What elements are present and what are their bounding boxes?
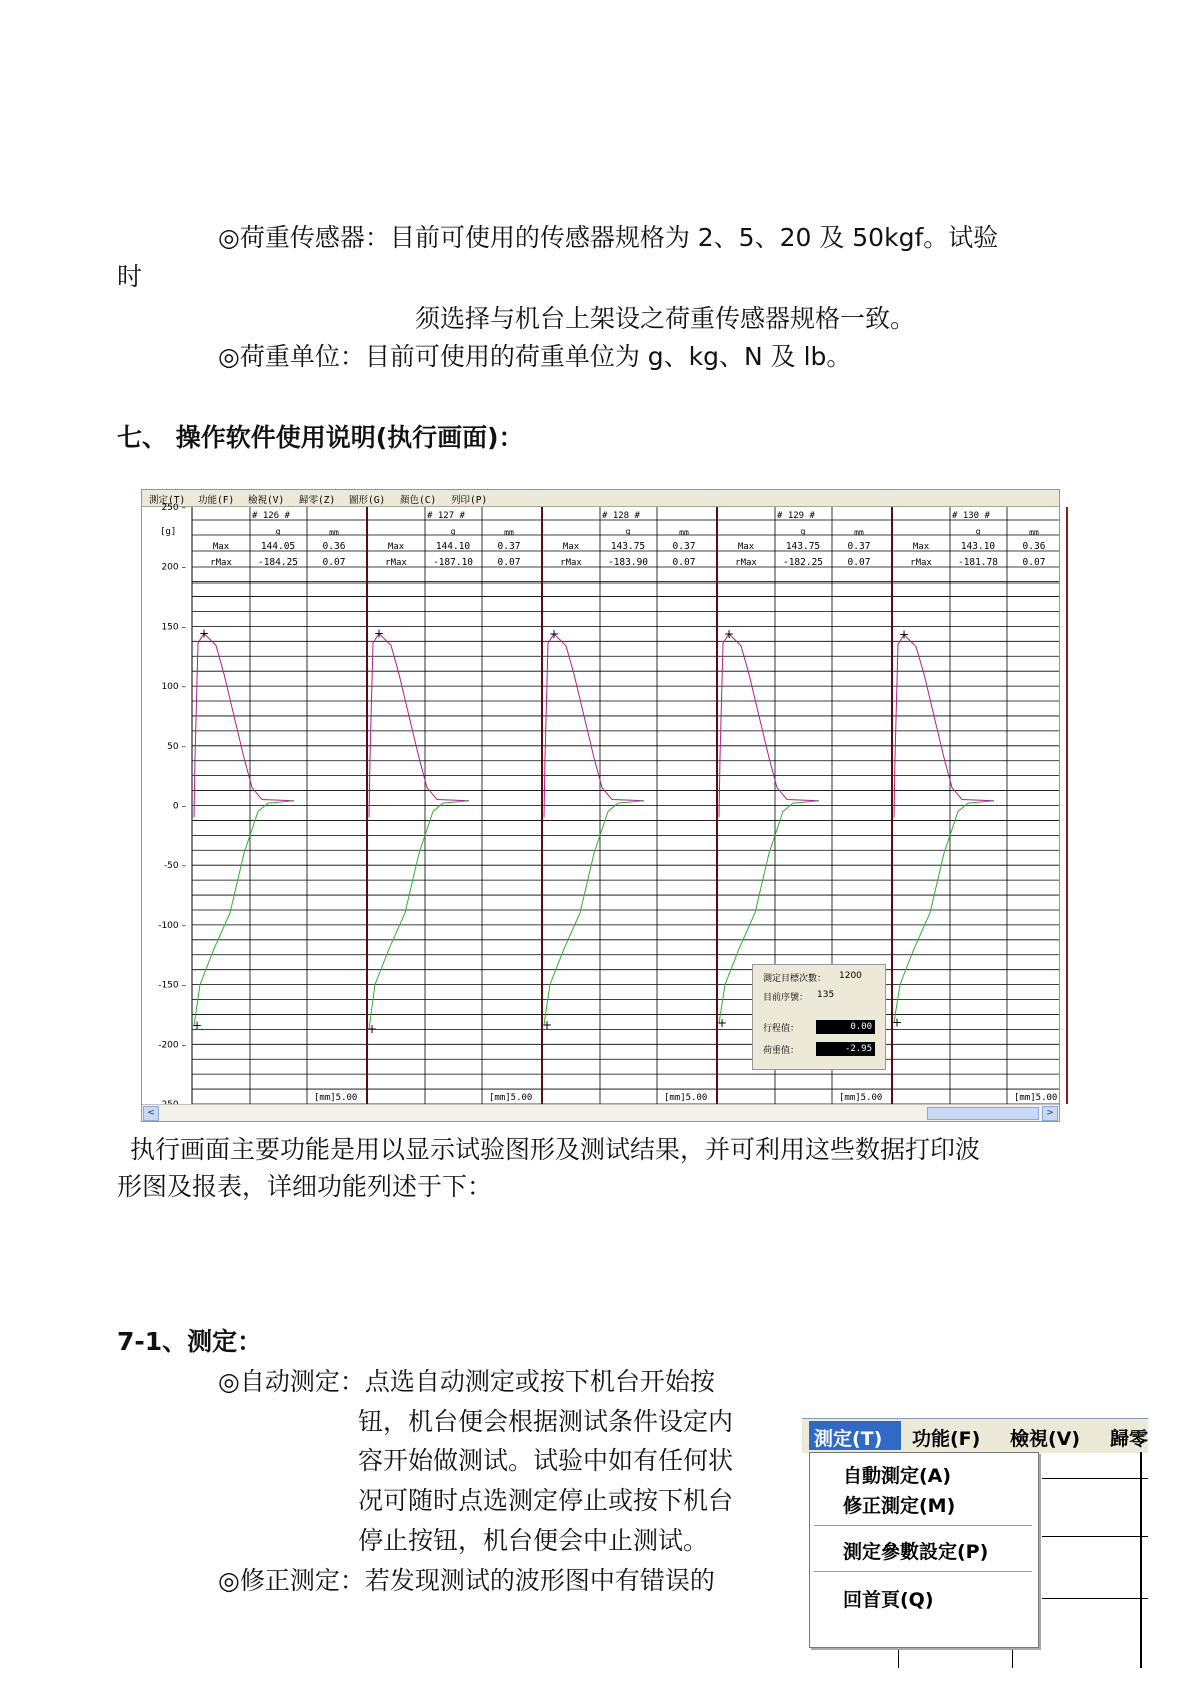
app-menubar: [142, 490, 1059, 507]
menu-item-auto-measure[interactable]: 自動測定(A): [843, 1465, 952, 1487]
section-7-title: 七、 操作软件使用说明(执行画面)：: [117, 423, 524, 452]
rmax-marker: +: [892, 1015, 903, 1030]
execution-screen: [141, 489, 1060, 1122]
rmax-mm-value: 0.07: [847, 557, 871, 568]
menu-crop-view[interactable]: 檢視(V): [1010, 1428, 1081, 1450]
row-rmax-label: rMax: [910, 558, 932, 568]
push-curve: [894, 635, 994, 818]
row-max-label: Max: [387, 542, 405, 552]
x-axis-label: [mm]5.00: [839, 1093, 883, 1103]
stroke-value: 0.00: [816, 1020, 875, 1034]
auto-measure-line1: ◎自动测定：点选自动测定或按下机台开始按: [218, 1367, 715, 1396]
grid-line: [898, 1646, 899, 1668]
rmax-g-value: -187.10: [432, 557, 474, 568]
menu-zero[interactable]: 歸零(Z): [299, 495, 336, 506]
row-rmax-label: rMax: [560, 558, 582, 568]
menu-graph[interactable]: 圖形(G): [349, 495, 386, 506]
panel-id: # 127 #: [427, 511, 465, 521]
status-panel: [752, 964, 886, 1070]
rmax-mm-value: 0.07: [672, 557, 696, 568]
panel-id: # 129 #: [777, 511, 815, 521]
max-g-value: 143.10: [960, 541, 996, 552]
panel-id: # 126 #: [252, 511, 290, 521]
y-tick-label: -150 –: [158, 980, 186, 991]
rmax-marker: +: [192, 1018, 203, 1033]
rmax-marker: +: [542, 1018, 553, 1033]
x-axis-label: [mm]5.00: [664, 1093, 708, 1103]
x-axis-label: [mm]5.00: [314, 1093, 358, 1103]
section-7-1-title: 7-1、测定：: [117, 1327, 263, 1356]
scroll-left-button[interactable]: <: [143, 1106, 159, 1121]
waveform-plot: [142, 503, 1059, 1104]
unit-spec-line: ◎荷重单位：目前可使用的荷重单位为 g、kg、N 及 lb。: [218, 342, 852, 371]
rmax-g-value: -181.78: [957, 557, 999, 568]
rmax-marker: +: [717, 1016, 728, 1031]
rmax-mm-value: 0.07: [497, 557, 521, 568]
col-unit-g: g: [625, 527, 631, 536]
max-marker: +: [549, 626, 560, 641]
sensor-spec-line2: 时: [117, 262, 143, 291]
horizontal-scrollbar[interactable]: [142, 1104, 1059, 1121]
max-g-value: 143.75: [785, 541, 821, 552]
max-g-value: 144.05: [260, 541, 296, 552]
load-label: 荷重值：: [763, 1046, 800, 1056]
push-curve: [369, 633, 469, 817]
menu-crop-zero[interactable]: 歸零: [1110, 1428, 1149, 1450]
y-tick-label: 0 –: [172, 801, 186, 812]
row-max-label: Max: [737, 542, 755, 552]
push-curve: [194, 634, 294, 818]
menu-crop-function[interactable]: 功能(F): [912, 1428, 981, 1450]
menu-function[interactable]: 功能(F): [198, 495, 235, 506]
max-marker: +: [899, 627, 910, 642]
grid-line: [1042, 1536, 1148, 1537]
row-max-label: Max: [912, 542, 930, 552]
menu-item-measure-params[interactable]: 測定參數設定(P): [843, 1541, 989, 1563]
auto-measure-line4: 况可随时点选测定停止或按下机台: [358, 1486, 734, 1515]
y-tick-label: 150 –: [161, 622, 186, 633]
panel-id: # 130 #: [952, 511, 990, 521]
col-unit-g: g: [975, 527, 981, 536]
y-unit-label: [g]: [160, 527, 177, 537]
menu-crop-measure[interactable]: 測定(T): [814, 1428, 883, 1450]
grid-line: [1140, 1452, 1142, 1668]
grid-line: [1042, 1598, 1148, 1599]
menu-separator: [814, 1571, 1032, 1573]
y-tick-label: -200 –: [158, 1040, 186, 1051]
y-tick-label: 200 –: [161, 562, 186, 573]
rmax-mm-value: 0.07: [322, 557, 346, 568]
row-max-label: Max: [212, 542, 230, 552]
measure-dropdown: [809, 1452, 1039, 1648]
row-rmax-label: rMax: [210, 558, 232, 568]
menu-separator: [814, 1525, 1032, 1527]
rmax-g-value: -183.90: [607, 557, 649, 568]
max-marker: +: [724, 626, 735, 641]
current-seq-label: 目前序號：: [763, 993, 809, 1003]
col-unit-mm: mm: [504, 528, 514, 537]
rmax-mm-value: 0.07: [1022, 557, 1046, 568]
menu-item-home[interactable]: 回首頁(Q): [843, 1589, 934, 1611]
rmax-g-value: -182.25: [782, 557, 824, 568]
auto-measure-line3: 容开始做测试。试验中如有任何状: [358, 1446, 734, 1475]
x-axis-label: [mm]5.00: [489, 1093, 533, 1103]
description-line1: 执行画面主要功能是用以显示试验图形及测试结果，并可利用这些数据打印波: [130, 1135, 981, 1164]
col-unit-mm: mm: [679, 528, 689, 537]
max-mm-value: 0.37: [847, 541, 871, 552]
correct-measure-line1: ◎修正测定：若发现测试的波形图中有错误的: [218, 1566, 715, 1595]
max-mm-value: 0.37: [672, 541, 696, 552]
pull-curve: [894, 801, 994, 1023]
auto-measure-line2: 钮，机台便会根据测试条件设定内: [358, 1407, 734, 1436]
y-tick-label: 100 –: [161, 682, 186, 693]
y-tick-label: -50 –: [163, 861, 186, 872]
col-unit-mm: mm: [329, 528, 339, 537]
description-line2: 形图及报表，详细功能列述于下：: [117, 1172, 493, 1201]
rmax-g-value: -184.25: [257, 557, 299, 568]
max-mm-value: 0.36: [1022, 541, 1046, 552]
menu-view[interactable]: 檢視(V): [248, 495, 285, 506]
max-g-value: 143.75: [610, 541, 646, 552]
stroke-label: 行程值：: [763, 1024, 800, 1034]
max-mm-value: 0.37: [497, 541, 521, 552]
y-tick-label: 50 –: [167, 741, 186, 752]
max-mm-value: 0.36: [322, 541, 346, 552]
rmax-marker: +: [367, 1021, 378, 1036]
push-curve: [544, 634, 644, 818]
measure-menu-screenshot: [802, 1418, 1148, 1668]
row-max-label: Max: [562, 542, 580, 552]
col-unit-g: g: [450, 527, 456, 536]
col-unit-mm: mm: [1029, 528, 1039, 537]
scroll-thumb[interactable]: [927, 1107, 1039, 1120]
panel-id: # 128 #: [602, 511, 640, 521]
pull-curve: [544, 801, 644, 1025]
target-count-value: 1200: [839, 971, 862, 981]
pull-curve: [194, 801, 294, 1026]
x-axis-label: [mm]5.00: [1014, 1093, 1058, 1103]
menu-measure[interactable]: 測定(T): [149, 495, 186, 506]
col-unit-mm: mm: [854, 528, 864, 537]
col-unit-g: g: [800, 527, 806, 536]
menu-crop-bar: [802, 1418, 1148, 1453]
y-tick-label: -100 –: [158, 920, 186, 931]
menu-print[interactable]: 列印(P): [451, 495, 488, 506]
current-seq-value: 135: [817, 990, 835, 1000]
max-marker: +: [374, 626, 385, 641]
sensor-spec-line3: 须选择与机台上架设之荷重传感器规格一致。: [415, 304, 916, 333]
target-count-label: 測定目標次數：: [763, 974, 827, 984]
scroll-right-button[interactable]: >: [1042, 1106, 1058, 1121]
col-unit-g: g: [275, 527, 281, 536]
max-marker: +: [199, 626, 210, 641]
row-rmax-label: rMax: [735, 558, 757, 568]
max-g-value: 144.10: [435, 541, 471, 552]
grid-line: [1042, 1478, 1148, 1479]
y-tick-label: 250 –: [161, 503, 186, 513]
menu-color[interactable]: 顏色(C): [400, 495, 437, 506]
row-rmax-label: rMax: [385, 558, 407, 568]
auto-measure-line5: 停止按钮，机台便会中止测试。: [358, 1526, 709, 1555]
grid-line: [1012, 1646, 1013, 1668]
menu-item-correct-measure[interactable]: 修正測定(M): [843, 1495, 956, 1517]
push-curve: [719, 634, 819, 818]
load-value: -2.95: [816, 1042, 875, 1056]
sensor-spec-line1: ◎荷重传感器：目前可使用的传感器规格为 2、5、20 及 50kgf。试验: [218, 223, 999, 252]
